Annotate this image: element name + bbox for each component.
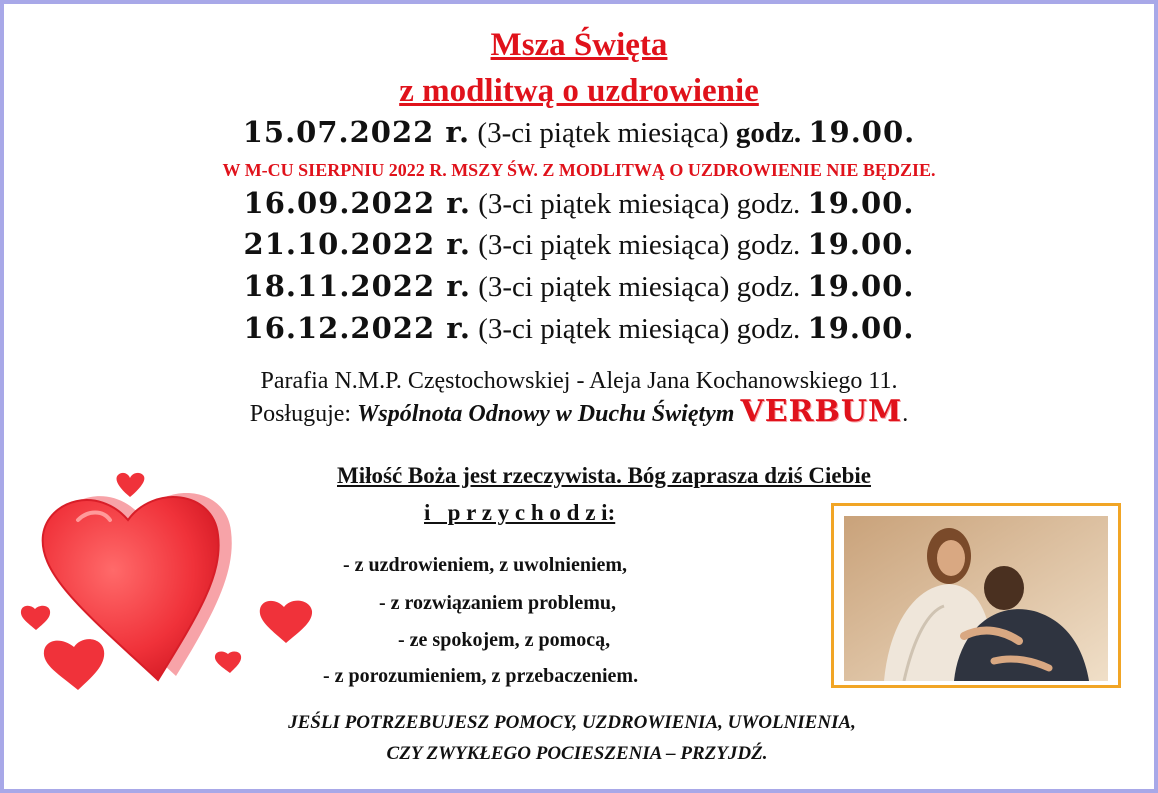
date: 15.07.2022 r. <box>242 115 471 149</box>
date-line <box>0 185 1158 222</box>
godz-label: godz. <box>736 229 808 261</box>
godz-label: godz. <box>736 313 808 345</box>
time: 19.00. <box>807 227 915 261</box>
list-item: - z porozumieniem, z przebaczeniem. <box>323 665 639 687</box>
hearts-icon <box>18 465 318 695</box>
list-item: - z uzdrowieniem, z uwolnieniem, <box>343 554 628 576</box>
time: 19.00. <box>807 269 915 303</box>
date: 16.12.2022 r. <box>243 311 471 345</box>
page-title: Msza Święta <box>490 27 668 63</box>
time: 19.00. <box>808 115 916 149</box>
date-line <box>0 226 1158 263</box>
love-message: Miłość Boża jest rzeczywista. Bóg zaprasza dziś Ciebie <box>337 463 871 488</box>
parish-address: Parafia N.M.P. Częstochowskiej - Aleja Jana Kochanowskiego 11. <box>260 368 898 394</box>
closing-line: JEŚLI POTRZEBUJESZ POMOCY, UZDROWIENIA, UWOLNIENIA, <box>288 712 856 733</box>
verbum-logo: VERBUM <box>740 394 903 429</box>
notice: W M-CU SIERPNIU 2022 R. MSZY ŚW. Z MODLITWĄ O UZDROWIENIE NIE BĘDZIE. <box>222 160 936 180</box>
godz-label: godz. <box>736 271 808 303</box>
date-desc: (3-ci piątek miesiąca) <box>470 313 737 345</box>
date: 21.10.2022 r. <box>243 227 471 261</box>
closing-line: CZY ZWYKŁEGO POCIESZENIA – PRZYJDŹ. <box>386 743 768 764</box>
date-desc: (3-ci piątek miesiąca) <box>470 271 737 303</box>
date-line <box>0 268 1158 305</box>
end-dot: . <box>902 401 909 427</box>
date-desc: (3-ci piątek miesiąca) <box>470 117 736 149</box>
date-desc: (3-ci piątek miesiąca) <box>470 229 737 261</box>
serves-label: Posługuje: <box>249 401 358 427</box>
community-name: Wspólnota Odnowy w Duchu Świętym <box>357 401 741 427</box>
list-item: - z rozwiązaniem problemu, <box>379 592 617 614</box>
date: 16.09.2022 r. <box>243 186 471 220</box>
comes-line: i p r z y c h o d z i: <box>424 500 616 525</box>
godz-label: godz. <box>735 117 809 149</box>
painting-icon <box>844 516 1108 681</box>
date-desc: (3-ci piątek miesiąca) <box>470 188 737 220</box>
date-line <box>0 114 1158 151</box>
list-item: - ze spokojem, z pomocą, <box>398 629 611 651</box>
godz-label: godz. <box>736 188 808 220</box>
jesus-embrace-photo <box>831 503 1121 688</box>
page-subtitle: z modlitwą o uzdrowienie <box>399 73 759 109</box>
time: 19.00. <box>807 186 915 220</box>
time: 19.00. <box>807 311 915 345</box>
date-line <box>0 310 1158 347</box>
date: 18.11.2022 r. <box>243 269 471 303</box>
community-line <box>0 394 1158 429</box>
